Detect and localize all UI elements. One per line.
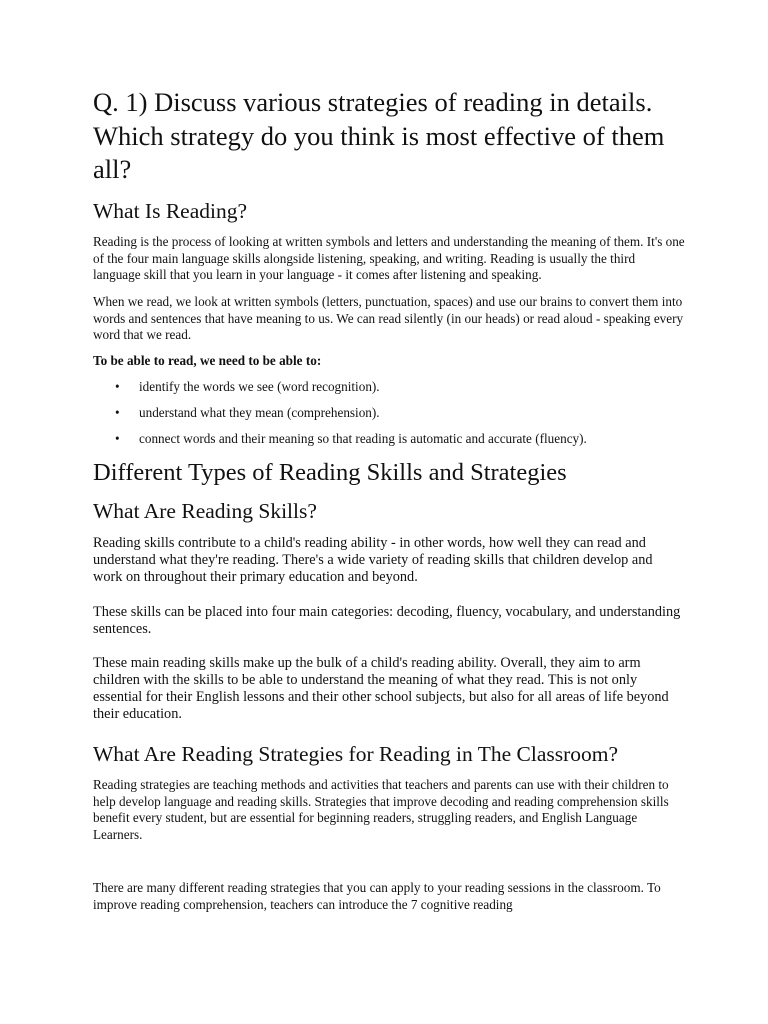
paragraph-reading-definition: Reading is the process of looking at written symbols and letters and understanding the meaning of them. It's one of the four main language skills alongside listening, speaking, and writing. Reading is usually the third language skill that you learn in your language - it comes after listening and speaking. (93, 234, 685, 283)
list-item (93, 405, 693, 431)
paragraph-strategies-classroom: There are many different reading strategies that you can apply to your reading sessions in the classroom. To improve reading comprehension, teachers can introduce the 7 cognitive reading (93, 880, 661, 912)
paragraph-reading-strategies: Reading strategies are teaching methods and activities that teachers and parents can use with their children to help develop language and reading skills. Strategies that improve decoding and reading comprehension skills benefit every student, but are essential for beginning readers, struggling readers, and English Language Learners. (93, 777, 669, 842)
paragraph-reading-ability: These main reading skills make up the bulk of a child's reading ability. Overall, they aim to arm children with the skills to be able to understand the meaning of what they read. This is not only essential for their English lessons and their other school subjects, but also for all areas of life beyond their education. (93, 655, 669, 722)
paragraph-reading-skills-intro: Reading skills contribute to a child's reading ability - in other words, how well they can read and understand what they're reading. There's a wide variety of reading skills that children develop and work on throughout their primary education and beyond. (93, 535, 653, 585)
list-item (93, 431, 693, 457)
reading-needs-list (93, 379, 693, 457)
heading-reading-strategies-classroom: What Are Reading Strategies for Reading in The Classroom? (93, 742, 619, 766)
heading-types-of-reading-skills: Different Types of Reading Skills and Strategies (93, 459, 567, 486)
list-item (93, 379, 693, 405)
list-item-text: connect words and their meaning so that reading is automatic and accurate (fluency). (139, 431, 587, 446)
paragraph-reading-process: When we read, we look at written symbols (letters, punctuation, spaces) and use our brains to convert them into words and sentences that have meaning to us. We can read silently (in our heads) or read aloud - speaking every word that we read. (93, 294, 684, 343)
bullet-icon: • (115, 405, 120, 420)
heading-what-are-reading-skills: What Are Reading Skills? (93, 499, 317, 523)
heading-what-is-reading: What Is Reading? (93, 199, 248, 223)
paragraph-skill-categories: These skills can be placed into four main categories: decoding, fluency, vocabulary, and understanding sentences. (93, 604, 681, 637)
list-item-text: identify the words we see (word recognition). (139, 379, 380, 394)
bullet-icon: • (115, 431, 120, 446)
question-title: Q. 1) Discuss various strategies of reading in details. Which strategy do you think is most effective of them all? (93, 87, 665, 184)
list-item-text: understand what they mean (comprehension). (139, 405, 380, 420)
bold-intro-reading-needs: To be able to read, we need to be able to: (93, 353, 322, 368)
bullet-icon: • (115, 379, 120, 394)
